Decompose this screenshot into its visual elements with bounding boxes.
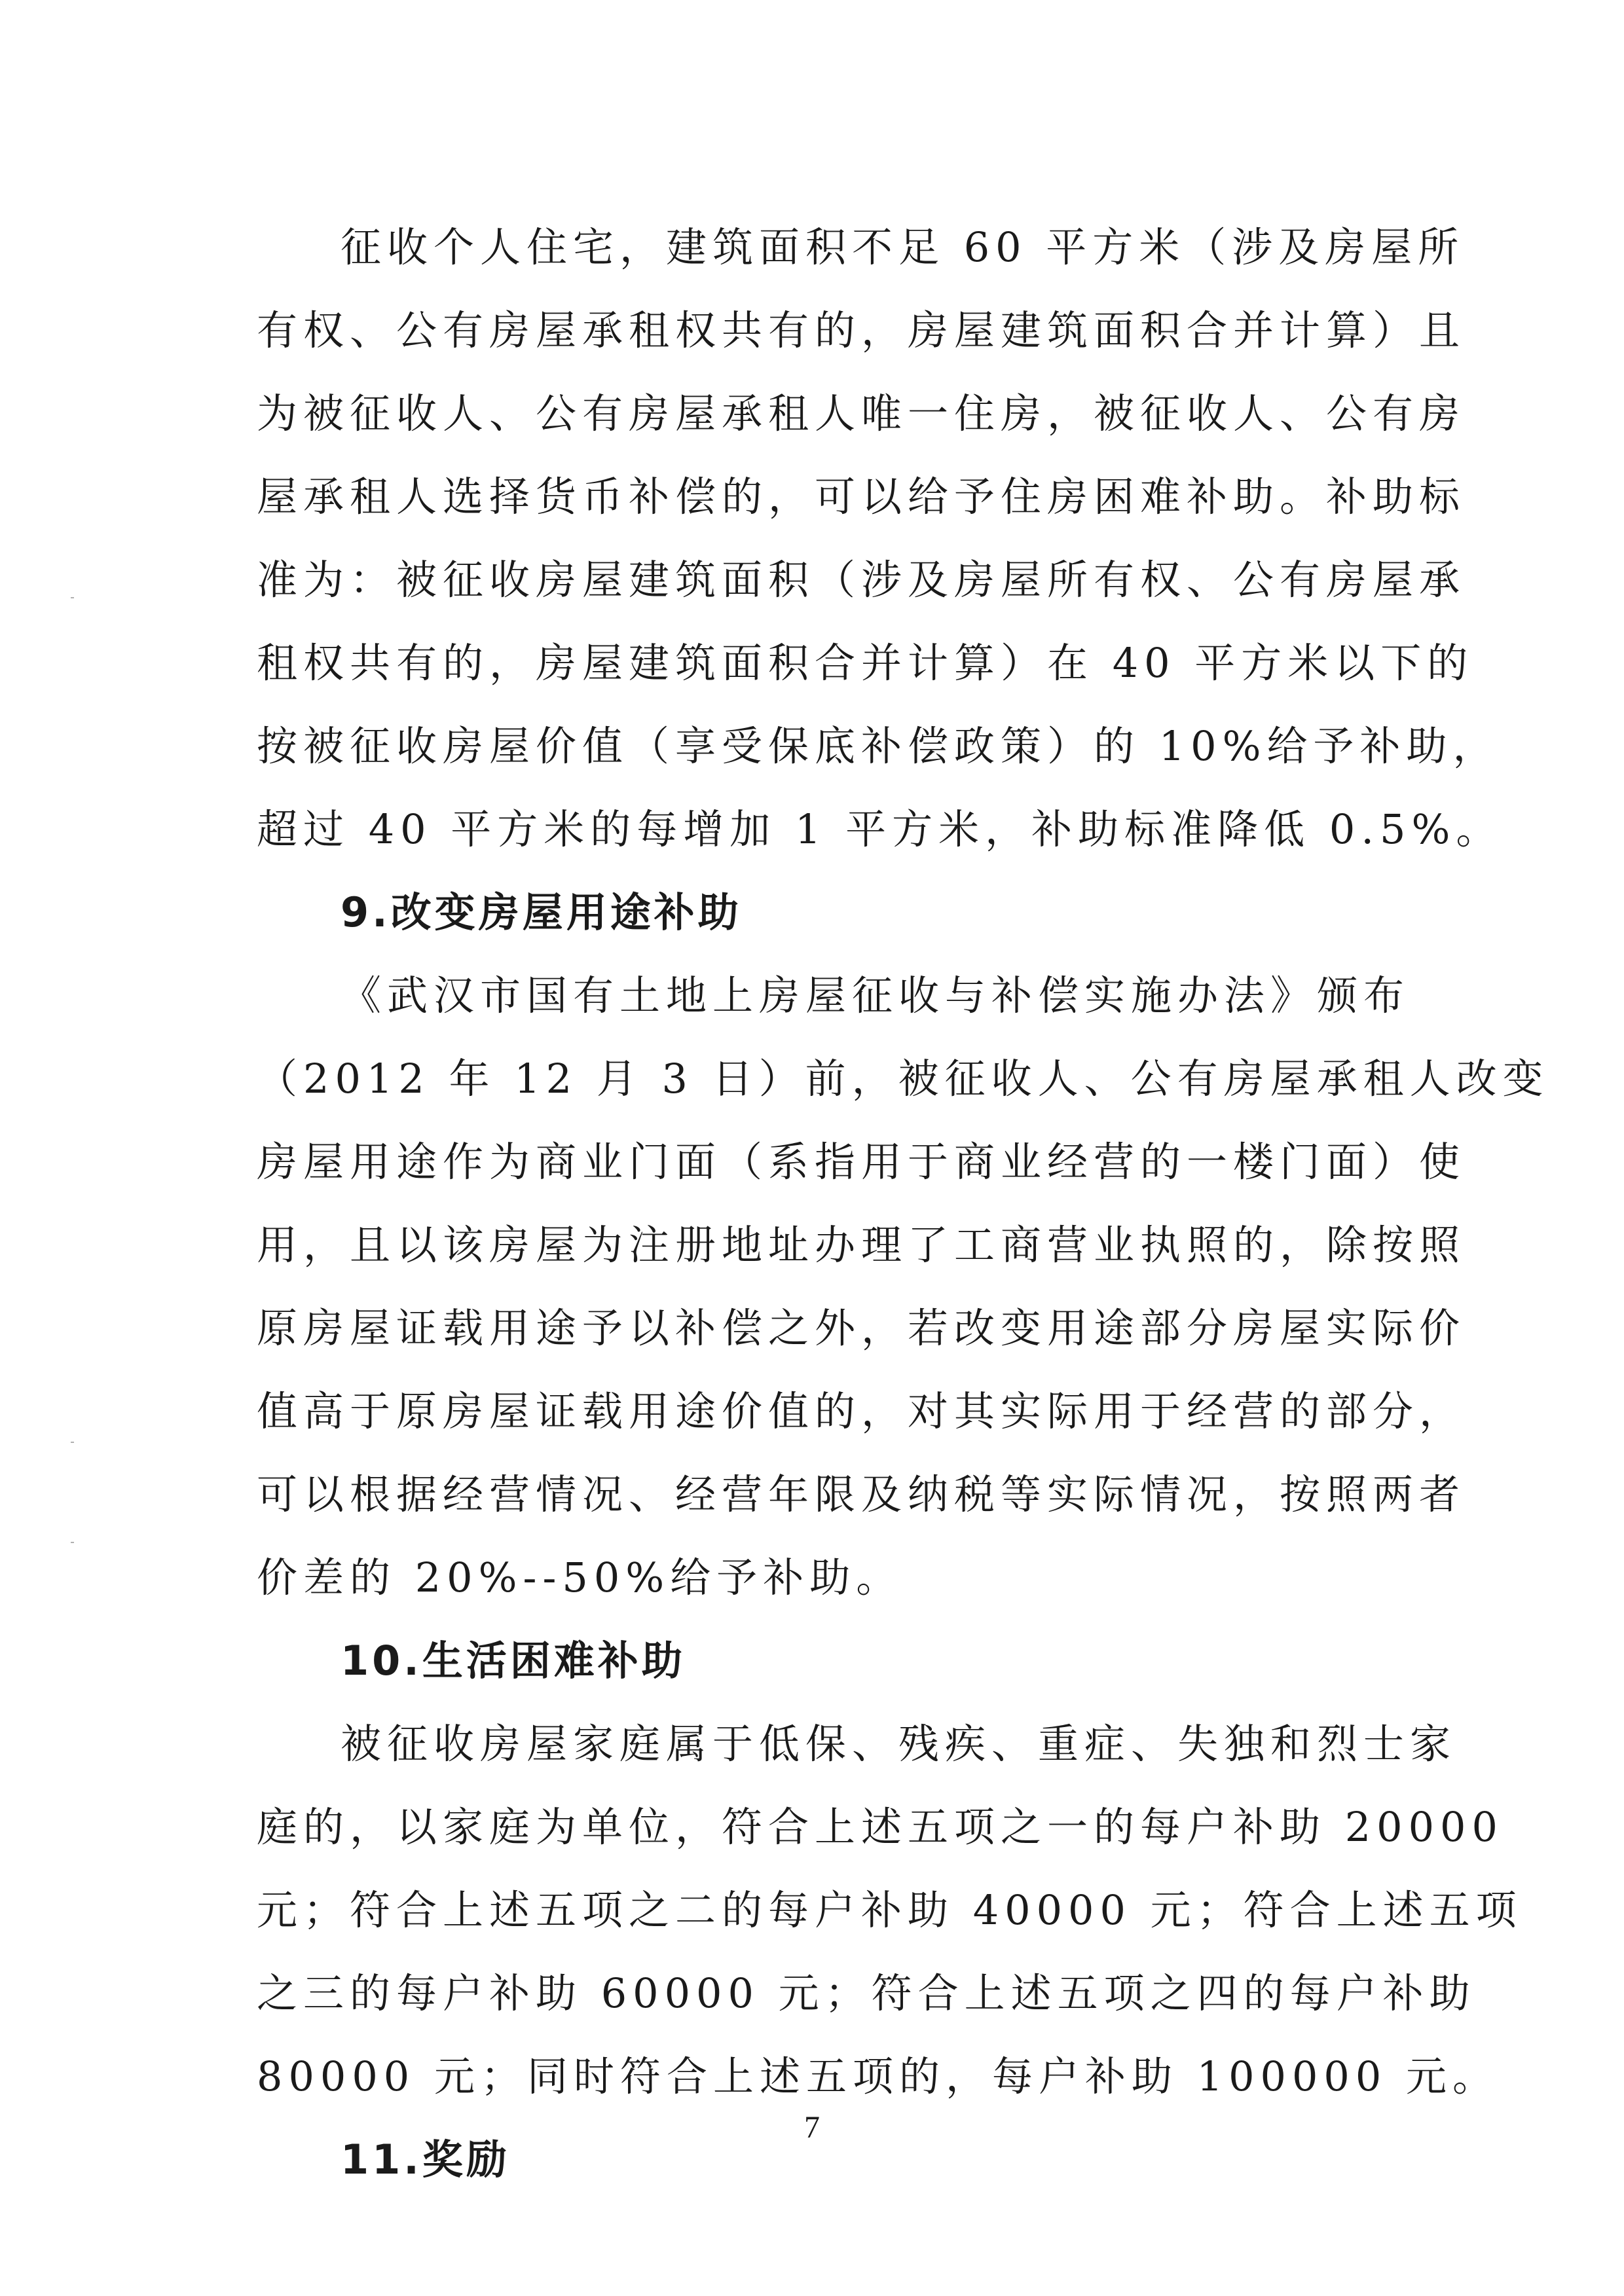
scan-speck bbox=[71, 597, 74, 598]
paragraph-line: 超过 40 平方米的每增加 1 平方米，补助标准降低 0.5%。 bbox=[257, 805, 1503, 853]
scan-speck bbox=[71, 1442, 74, 1443]
paragraph-line: 原房屋证载用途予以补偿之外，若改变用途部分房屋实际价 bbox=[257, 1304, 1466, 1352]
paragraph-line: 征收个人住宅，建筑面积不足 60 平方米（涉及房屋所 bbox=[341, 223, 1465, 271]
section-heading-10: 10.生活困难补助 bbox=[341, 1637, 686, 1685]
paragraph-line: 有权、公有房屋承租权共有的，房屋建筑面积合并计算）且 bbox=[257, 306, 1466, 354]
scan-speck bbox=[71, 1542, 74, 1543]
section-heading-11: 11.奖励 bbox=[341, 2136, 510, 2183]
paragraph-line: （2012 年 12 月 3 日）前，被征收人、公有房屋承租人改变 bbox=[257, 1055, 1549, 1102]
paragraph-line: 庭的，以家庭为单位，符合上述五项之一的每户补助 20000 bbox=[257, 1803, 1504, 1851]
paragraph-line: 被征收房屋家庭属于低保、残疾、重症、失独和烈士家 bbox=[341, 1720, 1457, 1768]
paragraph-line: 房屋用途作为商业门面（系指用于商业经营的一楼门面）使 bbox=[257, 1138, 1466, 1186]
paragraph-line: 80000 元；同时符合上述五项的，每户补助 100000 元。 bbox=[257, 2052, 1500, 2100]
paragraph-line: 租权共有的，房屋建筑面积合并计算）在 40 平方米以下的 bbox=[257, 639, 1474, 687]
paragraph-line: 价差的 20%--50%给予补助。 bbox=[257, 1554, 903, 1601]
paragraph-line: 按被征收房屋价值（享受保底补偿政策）的 10%给予补助， bbox=[257, 722, 1500, 770]
page-number: 7 bbox=[804, 2110, 820, 2145]
paragraph-line: 用，且以该房屋为注册地址办理了工商营业执照的，除按照 bbox=[257, 1221, 1466, 1269]
paragraph-line: 元；符合上述五项之二的每户补助 40000 元；符合上述五项 bbox=[257, 1886, 1522, 1934]
section-heading-9: 9.改变房屋用途补助 bbox=[341, 888, 742, 936]
paragraph-line: 为被征收人、公有房屋承租人唯一住房，被征收人、公有房 bbox=[257, 390, 1466, 437]
paragraph-line: 屋承租人选择货币补偿的，可以给予住房困难补助。补助标 bbox=[257, 473, 1466, 520]
paragraph-line: 《武汉市国有土地上房屋征收与补偿实施办法》颁布 bbox=[341, 972, 1411, 1019]
paragraph-line: 值高于原房屋证载用途价值的，对其实际用于经营的部分， bbox=[257, 1387, 1466, 1435]
paragraph-line: 之三的每户补助 60000 元；符合上述五项之四的每户补助 bbox=[257, 1969, 1476, 2017]
paragraph-line: 准为：被征收房屋建筑面积（涉及房屋所有权、公有房屋承 bbox=[257, 556, 1466, 604]
paragraph-line: 可以根据经营情况、经营年限及纳税等实际情况，按照两者 bbox=[257, 1470, 1466, 1518]
